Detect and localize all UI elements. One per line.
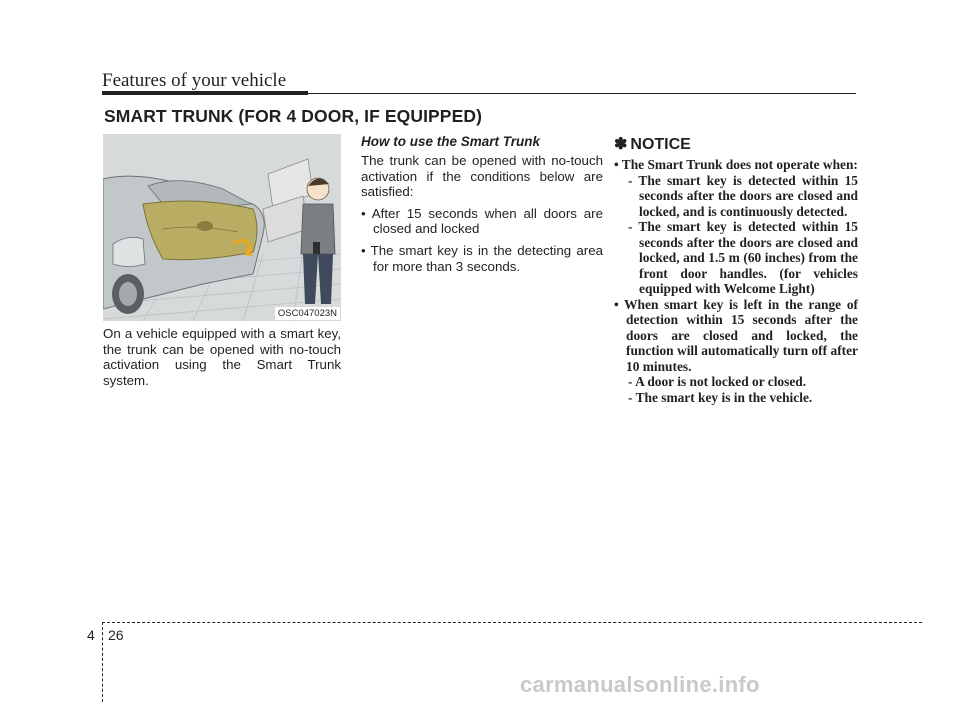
footer-rule — [102, 622, 922, 623]
section-title: SMART TRUNK (FOR 4 DOOR, IF EQUIPPED) — [104, 106, 483, 126]
header-rule-thick — [102, 91, 308, 95]
notice-bullet: • The Smart Trunk does not operate when: — [614, 157, 858, 172]
illustration-drawing — [103, 134, 341, 321]
notice-box — [614, 134, 858, 405]
list-item: • The smart key is in the detecting area for more than 3 seconds. — [361, 242, 604, 274]
notice-bullet-text: The Smart Trunk does not operate when: — [621, 157, 858, 172]
notice-dash-item: - The smart key is detected within 15 seconds after the doors are closed and locked, and 1.5 m (60 inches) from the front door handles. (for vehicles equipped with Welcome Light) — [628, 219, 858, 296]
list-item-text: The smart key is in the detecting area for more than 3 seconds. — [370, 242, 604, 274]
chapter-number: 4 — [87, 627, 95, 643]
conditions-list — [361, 206, 603, 274]
intro-paragraph: On a vehicle equipped with a smart key, the trunk can be opened with no-touch activation using the Smart Trunk system. — [103, 326, 341, 388]
list-item-text: After 15 seconds when all doors are closed and locked — [371, 205, 603, 237]
list-item: • After 15 seconds when all doors are closed and locked — [361, 205, 603, 237]
notice-bullet: • When smart key is left in the range of detection within 15 seconds after the doors are closed and locked, the function will automatically turn off after 10 minutes. — [614, 296, 858, 374]
notice-bullet-text: When smart key is left in the range of detection within 15 seconds after the doors are closed and locked, the function will automatically turn off after 10 minutes. — [624, 296, 858, 374]
how-to-intro: The trunk can be opened with no-touch activation if the conditions below are satisfied: — [361, 153, 603, 200]
figure-code: OSC047023N — [275, 307, 340, 320]
notice-heading — [614, 134, 858, 154]
header-rule-thin — [308, 93, 856, 94]
page-number: 26 — [108, 627, 124, 643]
running-header: Features of your vehicle — [102, 70, 287, 91]
how-to-heading: How to use the Smart Trunk — [361, 134, 541, 149]
how-to-section — [361, 134, 603, 280]
notice-dash-item: - The smart key is detected within 15 seconds after the doors are closed and locked, and is continuously detected. — [628, 172, 858, 219]
footer-vertical-rule — [102, 622, 103, 702]
notice-heading-text: NOTICE — [630, 136, 691, 153]
notice-dash-item: - A door is not locked or closed. — [628, 374, 807, 389]
watermark: carmanualsonline.info — [520, 672, 760, 697]
notice-dash-item: - The smart key is in the vehicle. — [628, 389, 813, 405]
smart-trunk-illustration — [103, 134, 341, 321]
notice-mark-icon: ✽ — [614, 136, 628, 153]
